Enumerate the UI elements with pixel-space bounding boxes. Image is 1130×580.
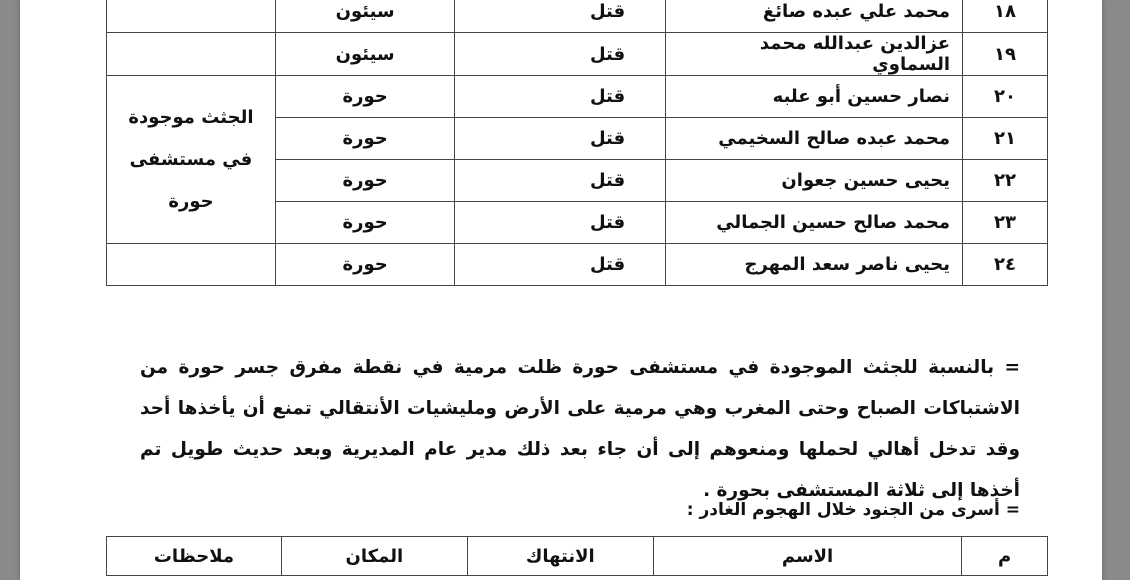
row-number: ٢٣ bbox=[963, 202, 1048, 244]
victims-table bbox=[106, 0, 1048, 286]
table-header-row bbox=[107, 537, 1048, 576]
row-name: محمد علي عبده صائغ bbox=[666, 0, 963, 33]
table-row bbox=[107, 0, 1048, 33]
row-violation: قتل bbox=[455, 244, 666, 286]
table-row bbox=[107, 33, 1048, 76]
row-name: نصار حسين أبو علبه bbox=[666, 76, 963, 118]
row-violation: قتل bbox=[455, 160, 666, 202]
section-caption: = أسرى من الجنود خلال الهجوم الغادر : bbox=[686, 500, 1020, 520]
row-place: حورة bbox=[275, 244, 454, 286]
table-row bbox=[107, 244, 1048, 286]
row-place: حورة bbox=[275, 118, 454, 160]
row-name: محمد عبده صالح السخيمي bbox=[666, 118, 963, 160]
table-row bbox=[107, 76, 1048, 118]
body-paragraph: = بالنسبة للجثث الموجودة في مستشفى حورة ظلت مرمية في نقطة مفرق جسر حورة من الاشتباكات الصباح وحتى المغرب وهي مرمية على الأرض ومليشيات الأنتقالي تمنع أن يأخذها أحد وقد تدخل أهالي لحملها ومنعوهم إلى أن جاء بعد ذلك مدير عام المديرية وبعد حديث طويل تم أخذها إلى ثلاثة المستشفى بحورة . bbox=[140, 356, 1020, 501]
row-violation: قتل bbox=[455, 202, 666, 244]
row-place: سيئون bbox=[275, 0, 454, 33]
header-notes: ملاحظات bbox=[107, 537, 282, 576]
row-number: ٢٠ bbox=[963, 76, 1048, 118]
row-violation: قتل bbox=[455, 0, 666, 33]
row-notes bbox=[107, 0, 276, 33]
row-number: ١٩ bbox=[963, 33, 1048, 76]
prisoners-table bbox=[106, 536, 1048, 576]
row-number: ١٨ bbox=[963, 0, 1048, 33]
row-place: سيئون bbox=[275, 33, 454, 76]
row-place: حورة bbox=[275, 202, 454, 244]
row-violation: قتل bbox=[455, 118, 666, 160]
row-notes bbox=[107, 244, 276, 286]
row-name: عزالدين عبدالله محمد السماوي bbox=[666, 33, 963, 76]
merged-note-cell: الجثث موجودة في مستشفى حورة bbox=[107, 76, 276, 244]
row-notes bbox=[107, 33, 276, 76]
row-number: ٢٢ bbox=[963, 160, 1048, 202]
header-violation: الانتهاك bbox=[467, 537, 653, 576]
row-number: ٢٤ bbox=[963, 244, 1048, 286]
row-name: محمد صالح حسين الجمالي bbox=[666, 202, 963, 244]
row-place: حورة bbox=[275, 160, 454, 202]
row-name: يحيى ناصر سعد المهرج bbox=[666, 244, 963, 286]
header-place: المكان bbox=[281, 537, 467, 576]
row-number: ٢١ bbox=[963, 118, 1048, 160]
row-name: يحيى حسين جعوان bbox=[666, 160, 963, 202]
header-name: الاسم bbox=[653, 537, 961, 576]
header-num: م bbox=[962, 537, 1048, 576]
row-violation: قتل bbox=[455, 76, 666, 118]
row-violation: قتل bbox=[455, 33, 666, 76]
row-place: حورة bbox=[275, 76, 454, 118]
document-page bbox=[20, 0, 1102, 580]
